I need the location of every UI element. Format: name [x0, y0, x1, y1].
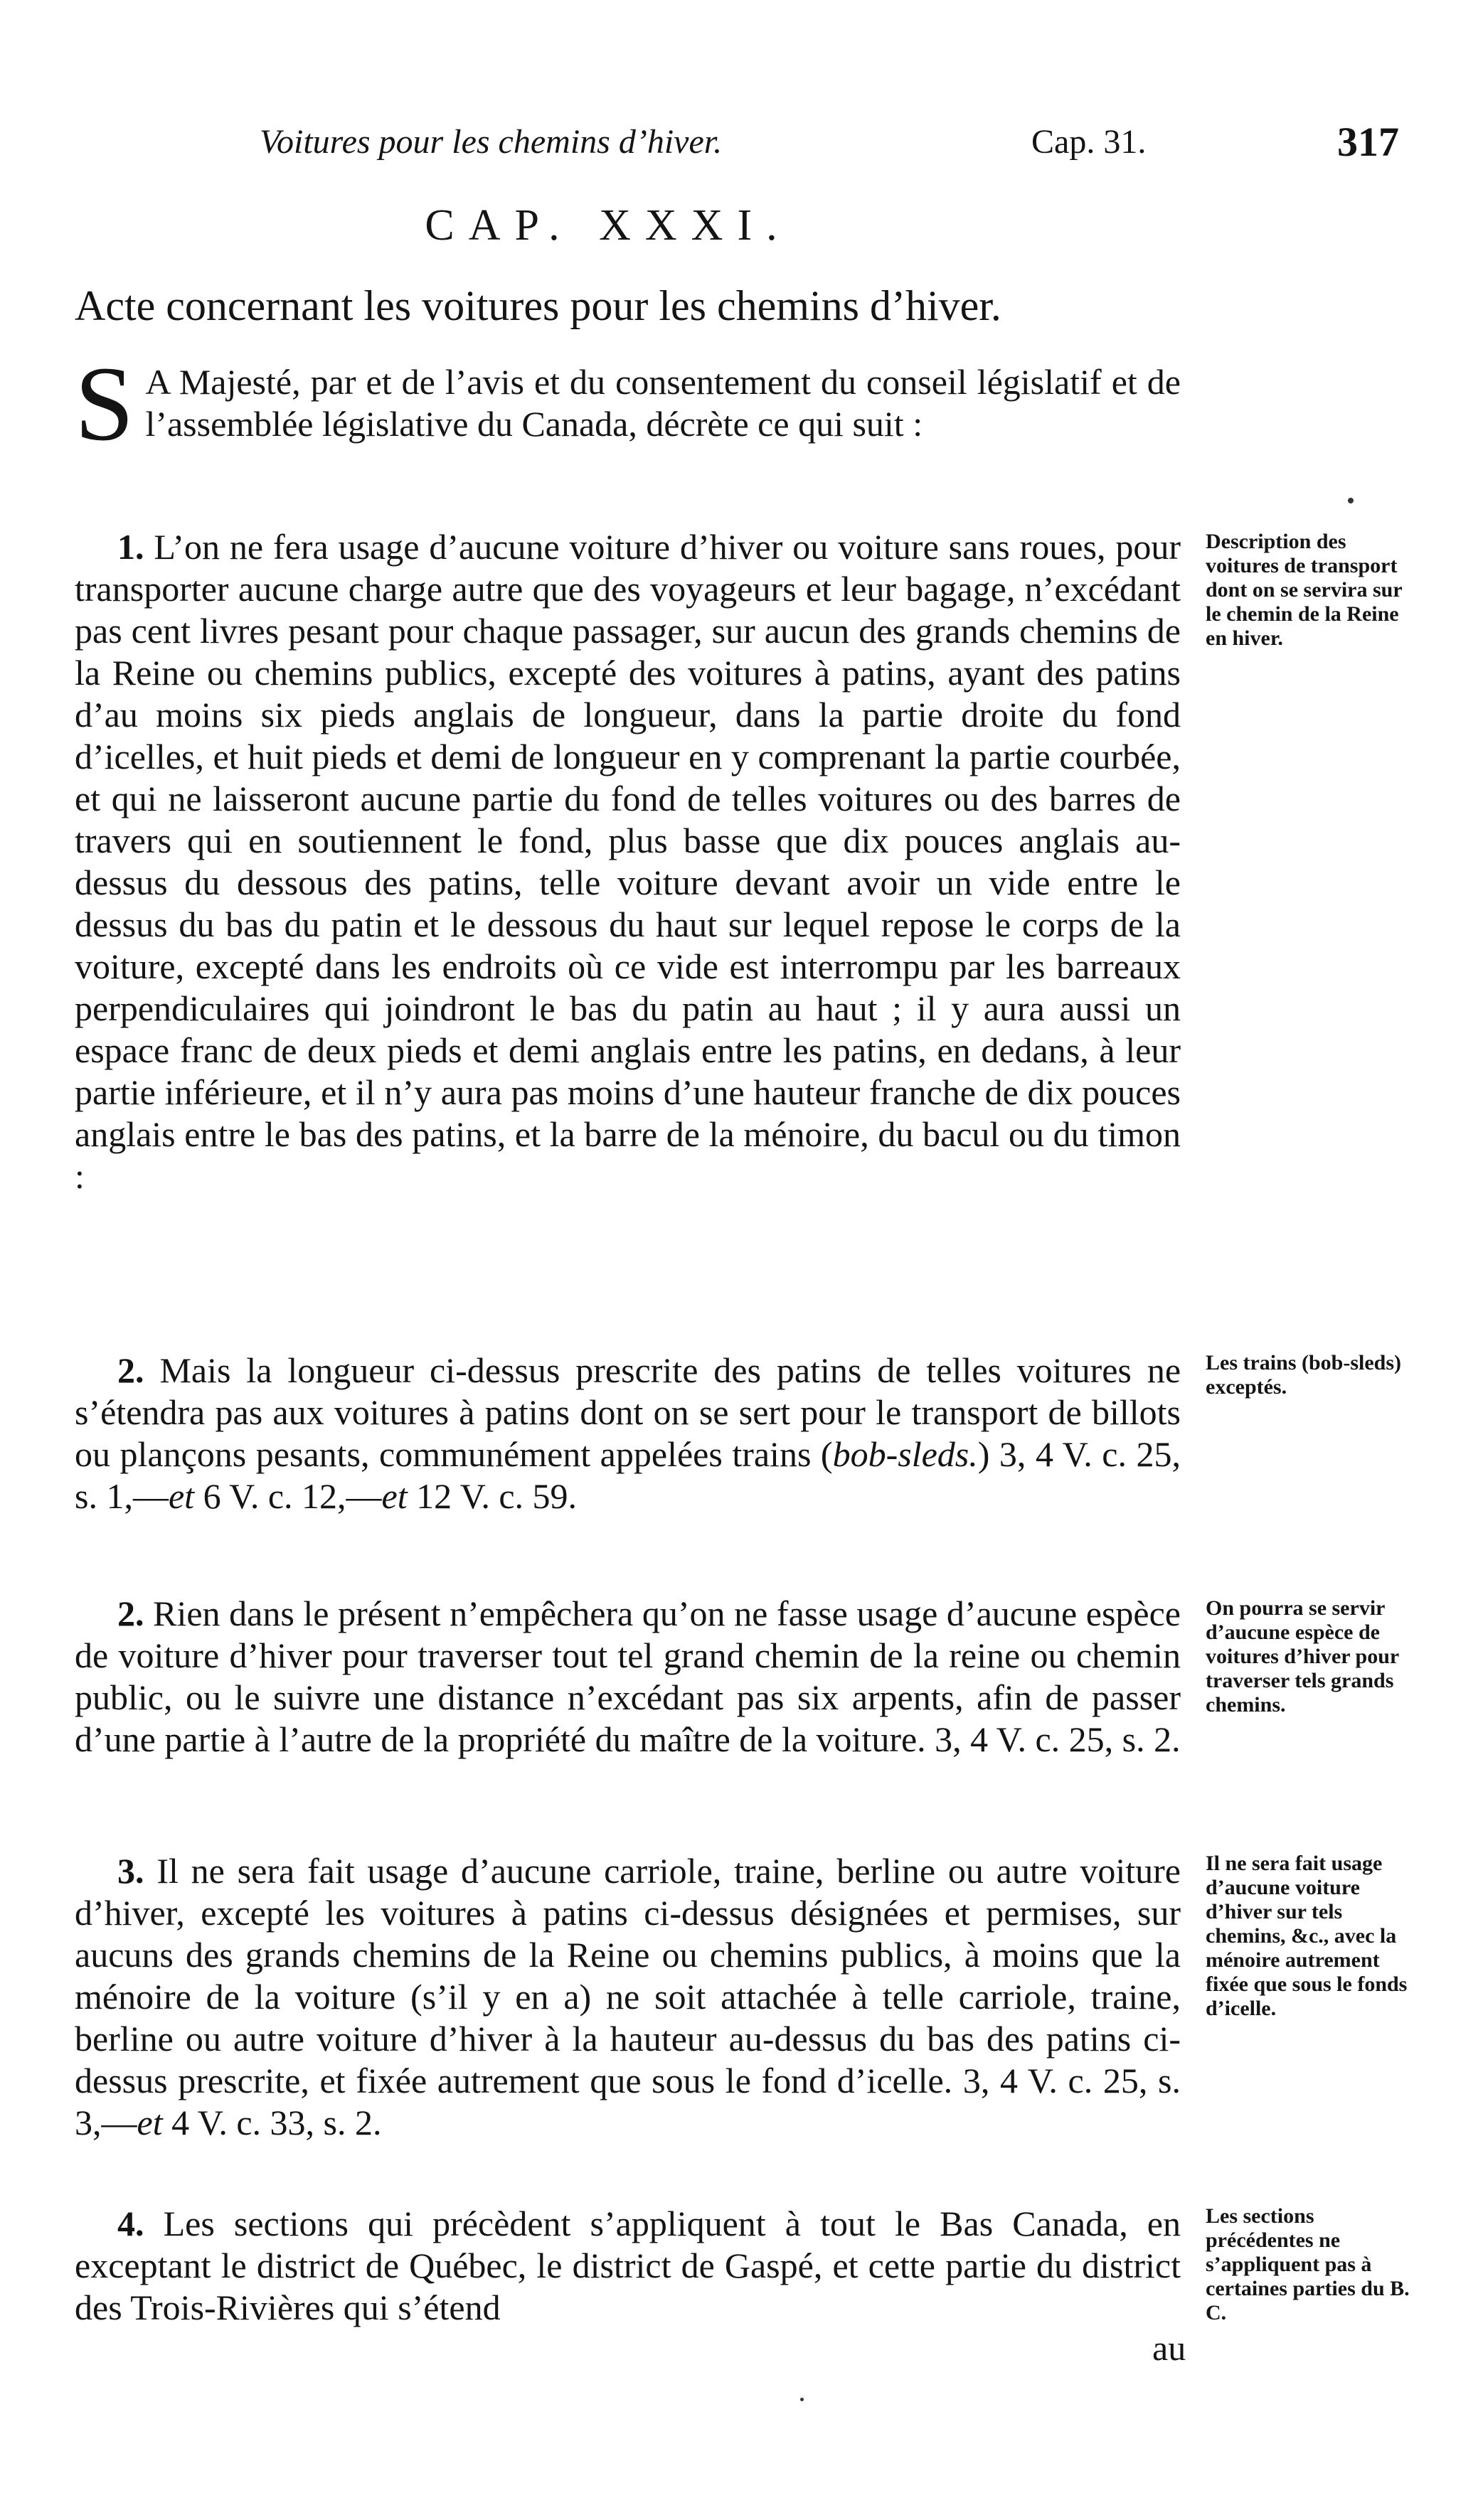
section-text-end: 4 V. c. 33, s. 2.: [162, 2103, 382, 2142]
section-number: 4.: [117, 2204, 144, 2243]
section-italic: bob-sleds.: [832, 1434, 978, 1474]
chapter-heading: CAP. XXXI.: [425, 201, 792, 250]
side-note-1: Description des voitures de transport dont on se servira sur le chemin de la Reine en hiver.: [1206, 530, 1403, 650]
section-number: 3.: [117, 1851, 144, 1891]
preamble: [75, 345, 1181, 463]
section-text: Les sections qui précèdent s’appliquent à tout le Bas Canada, en exceptant le district de Québec, le district de Gaspé, et cette partie du district des Trois-Rivières qui s’étend: [75, 2204, 1181, 2327]
print-speck: [800, 2398, 804, 2401]
page-number: 317: [1337, 119, 1399, 165]
side-note-2: Les trains (bob-sleds) exceptés.: [1206, 1351, 1402, 1399]
section-1: [75, 526, 1181, 1197]
side-note-5: Les sections précédentes ne s’appliquent pas à certaines parties du B. C.: [1206, 2204, 1410, 2324]
section-3: [75, 1850, 1181, 2144]
section-text: L’on ne fera usage d’aucune voiture d’hiver ou voiture sans roues, pour transporter aucune charge autre que des voyageurs et leur bagage, n’excédant pas cent livres pesant pour chaque passager, sur aucun des grands chemins de la Reine ou chemins publics, excepté des voitures à patins, ayant des patins d’au moins six pieds anglais de longueur, dans la partie droite du fond d’icelles, et huit pieds et demi de longueur en y comprenant la partie courbée, et qui ne laisseront aucune partie du fond de telles voitures ou des barres de travers qui en soutiennent le fond, plus basse que dix pouces anglais au-dessus du dessous des patins, telle voiture devant avoir un vide entre le dessus du bas du patin et le dessous du haut sur lequel repose le corps de la voiture, excepté dans les endroits où ce vide est interrompu par les barreaux perpendiculaires qui joindront le bas du patin au haut ; il y aura aussi un espace franc de deux pieds et demi anglais entre les patins, en dedans, à leur partie inférieure, et il n’y aura pas moins d’une hauteur franche de dix pouces anglais entre le bas des patins, et la barre de la ménoire, du bacul ou du timon :: [75, 527, 1181, 1196]
section-number: 2.: [117, 1593, 144, 1633]
section-2b: [75, 1593, 1181, 1761]
side-note-3: On pourra se servir d’aucune espèce de voitures d’hiver pour traverser tels grands chemins.: [1206, 1596, 1399, 1717]
section-text-mid: 6 V. c. 12,—: [194, 1476, 382, 1516]
running-title: Voitures pour les chemins d’hiver.: [260, 123, 723, 161]
section-et: et: [168, 1476, 195, 1516]
section-text: Rien dans le présent n’empêchera qu’on ne fasse usage d’aucune espèce de voiture d’hiver pour traverser tout tel grand chemin de la reine ou chemin public, ou le suivre une distance n’excédant pas six arpents, afin de passer d’une partie à l’autre de la propriété du maître de la voiture. 3, 4 V. c. 25, s. 2.: [75, 1593, 1181, 1759]
catchword: au: [1152, 2328, 1186, 2368]
print-speck: [1348, 498, 1354, 503]
section-et: et: [137, 2103, 163, 2142]
section-number: 1.: [117, 527, 144, 567]
drop-cap: S: [75, 345, 134, 463]
running-chapter: Cap. 31.: [1031, 123, 1147, 161]
section-text: Mais la longueur ci-dessus prescrite des patins de telles voitures ne s’étendra pas aux voitures à patins dont on se sert pour le transport de billots ou plançons pesants, communément appelées trains (: [75, 1350, 1181, 1474]
section-number: 2.: [117, 1350, 144, 1390]
preamble-text: A Majesté, par et de l’avis et du consentement du conseil législatif et de l’assemblée législative du Canada, décrète ce qui suit :: [145, 362, 1181, 444]
section-text: Il ne sera fait usage d’aucune carriole, traine, berline ou autre voiture d’hiver, excepté les voitures à patins ci-dessus désignées et permises, sur aucuns des grands chemins de la Reine ou chemins publics, à moins que la ménoire de la voiture (s’il y en a) ne soit attachée à telle carriole, traine, berline ou autre voiture d’hiver à la hauteur au-dessus du bas des patins ci-dessus prescrite, et fixée autrement que sous le fond d’icelle. 3, 4 V. c. 25, s. 3,—: [75, 1851, 1181, 2142]
section-4: [75, 2203, 1181, 2329]
side-note-4: Il ne sera fait usage d’aucune voiture d’hiver sur tels chemins, &c., avec la ménoire autrement fixée que sous le fonds d’icelle.: [1206, 1852, 1408, 2020]
section-2: [75, 1350, 1181, 1517]
section-text-cont: ) 3, 4 V. c. 25, s. 1,—: [75, 1434, 1181, 1516]
section-text-end: 12 V. c. 59.: [407, 1476, 578, 1516]
act-title: Acte concernant les voitures pour les chemins d’hiver.: [75, 282, 1001, 329]
section-et: et: [381, 1476, 408, 1516]
